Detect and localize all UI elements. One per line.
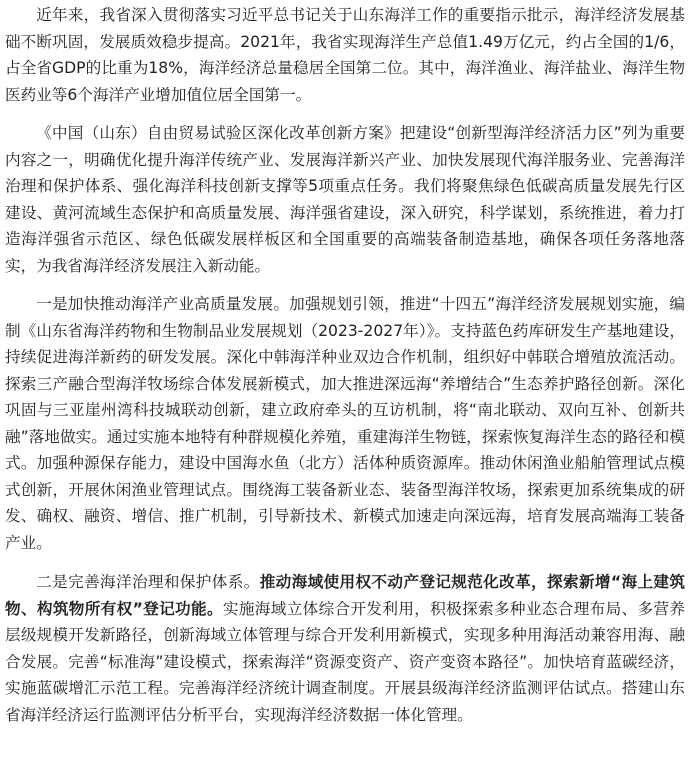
article-body: [5, 2, 685, 728]
paragraph-4-lead: 二是完善海洋治理和保护体系。: [36, 573, 260, 591]
paragraph-1: 近年来，我省深入贯彻落实习近平总书记关于山东海洋工作的重要指示批示，海洋经济发展基础不断巩固，发展质效稳步提高。2021年，我省实现海洋生产总值1.49万亿元，约占全国的1/6，占全省GDP的比重为18%，海洋经济总量稳居全国第二位。其中，海洋渔业、海洋盐业、海洋生物医药业等6个海洋产业增加值位居全国第一。: [5, 6, 685, 104]
paragraph-3: 一是加快推动海洋产业高质量发展。加强规划引领，推进“十四五”海洋经济发展规划实施，编制《山东省海洋药物和生物制品业发展规划（2023-2027年）》。支持蓝色药库研发生产基地建设，持续促进海洋新药的研发发展。深化中韩海洋种业双边合作机制，组织好中韩联合增殖放流活动。探索三产融合型海洋牧场综合体发展新模式，加大推进深远海“养增结合”生态养护路径创新。深化巩固与三亚崖州湾科技城联动创新，建立政府牵头的互访机制，将“南北联动、双向互补、创新共融”落地做实。通过实施本地特有种群规模化养殖，重建海洋生物链，探索恢复海洋生态的路径和模式。加强种源保存能力，建设中国海水鱼（北方）活体种质资源库。推动休闲渔业船舶管理试点模式创新，开展休闲渔业管理试点。围绕海工装备新业态、装备型海洋牧场，探索更加系统集成的研发、确权、融资、增信、推广机制，引导新技术、新模式加速走向深远海，培育发展高端海工装备产业。: [5, 295, 685, 552]
paragraph-4: [5, 569, 685, 728]
paragraph-4-bold: 推动海域使用权不动产登记规范化改革，探索新增“海上建筑物、构筑物所有权”登记功能。: [5, 573, 685, 618]
paragraph-4-rest: 实施海域立体综合开发利用，积极探索多种业态合理布局、多营养层级规模开发新路径，创新海域立体管理与综合开发利用新模式，实现多种用海活动兼容用海、融合发展。完善“标准海”建设模式，探索海洋“资源变资产、资产变资本路径”。加快培育蓝碳经济，实施蓝碳增汇示范工程。完善海洋经济统计调查制度。开展县级海洋经济监测评估试点。搭建山东省海洋经济运行监测评估分析平台，实现海洋经济数据一体化管理。: [5, 599, 685, 724]
paragraph-2: 《中国（山东）自由贸易试验区深化改革创新方案》把建设“创新型海洋经济活力区”列为重要内容之一，明确优化提升海洋传统产业、发展海洋新兴产业、加快发展现代海洋服务业、完善海洋治理和保护体系、强化海洋科技创新支撑等5项重点任务。我们将聚焦绿色低碳高质量发展先行区建设、黄河流域生态保护和高质量发展、海洋强省建设，深入研究，科学谋划，系统推进，着力打造海洋强省示范区、绿色低碳发展样板区和全国重要的高端装备制造基地，确保各项任务落地落实，为我省海洋经济发展注入新动能。: [5, 124, 685, 275]
